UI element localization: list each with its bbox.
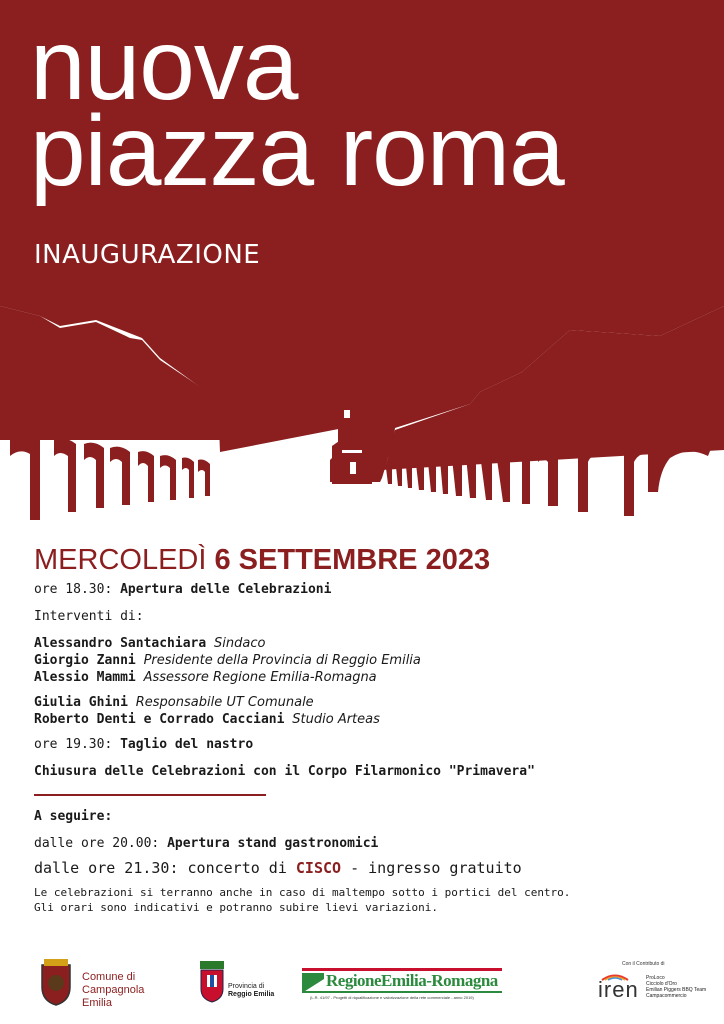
speaker-role: Sindaco [214, 636, 266, 651]
comune-label-2: Campagnola Emilia [82, 984, 145, 1009]
closing-label: Chiusura delle Celebrazioni con il Corpo Filarmonico "Primavera" [34, 764, 535, 779]
opening-time: ore 18.30: [34, 582, 113, 597]
closing-line [34, 763, 694, 780]
speaker-role: Assessore Regione Emilia-Romagna [143, 670, 377, 685]
ribbon-label: Taglio del nastro [120, 737, 254, 752]
regione-name: RegioneEmilia-Romagna [326, 971, 498, 990]
speaker-role: Responsabile UT Comunale [135, 695, 314, 710]
title-line-2: piazza roma [30, 95, 564, 207]
date-weekday: MERCOLEDÌ [34, 544, 207, 576]
speaker-name: Roberto Denti e Corrado Cacciani [34, 712, 285, 727]
iren-wordmark: iren [598, 977, 639, 1002]
speaker-name: Alessandro Santachiara [34, 636, 207, 651]
speaker-role: Presidente della Provincia di Reggio Emilia [143, 653, 421, 668]
provincia-crest-icon [198, 961, 226, 1003]
concert-suffix: - ingresso gratuito [350, 859, 522, 877]
speakers-group-1 [34, 635, 694, 686]
speaker-row [34, 711, 694, 728]
poster-subtitle: INAUGURAZIONE [34, 240, 261, 270]
notes [34, 885, 694, 915]
provincia-logo [198, 961, 278, 1007]
provincia-label-1: Provincia di [228, 983, 265, 990]
poster-title [30, 9, 564, 207]
speakers-heading: Interventi di: [34, 609, 144, 624]
speaker-row [34, 694, 694, 711]
regione-subtitle: (L.R. 41/97 - Progetti di riqualificazione e valorizzazione della rete commerciale - anno 2019) [310, 995, 474, 1000]
speaker-name: Giulia Ghini [34, 695, 128, 710]
comune-crest-icon [36, 959, 76, 1007]
following-heading [34, 808, 694, 825]
sponsor-list [646, 975, 706, 999]
event-date [34, 544, 694, 577]
sponsor-logos [0, 955, 724, 1015]
concert-artist: CISCO [295, 859, 342, 877]
food-line [34, 835, 694, 852]
speaker-row [34, 669, 694, 686]
speaker-name: Giorgio Zanni [34, 653, 136, 668]
opening-label: Apertura delle Celebrazioni [120, 582, 332, 597]
date-day: 6 SETTEMBRE 2023 [214, 544, 491, 576]
ribbon-time: ore 19.30: [34, 737, 113, 752]
sponsor-item: Campacommercio [646, 993, 687, 999]
speaker-row [34, 635, 694, 652]
comune-label-1: Comune di [82, 971, 136, 983]
concert-prefix: dalle ore 21.30: concerto di [34, 859, 287, 877]
sponsor-item: Cicciolo d'Oro [646, 981, 677, 987]
title-line-1: nuova [30, 9, 298, 121]
ribbon-line [34, 736, 694, 753]
following-heading-text: A seguire: [34, 809, 113, 824]
provincia-label-2: Reggio Emilia [228, 991, 275, 998]
sponsor-item: Emilian Piggers BBQ Team [646, 987, 707, 993]
event-details [34, 544, 694, 915]
sponsor-item: ProLoco [646, 975, 665, 981]
section-divider [34, 794, 266, 796]
regione-logo [302, 965, 502, 1009]
opening-line [34, 581, 694, 598]
food-time: dalle ore 20.00: [34, 836, 160, 851]
speaker-role: Studio Arteas [292, 712, 380, 727]
regione-flag-icon [302, 973, 324, 993]
left-arcade [10, 437, 210, 520]
food-label: Apertura stand gastronomici [167, 836, 379, 851]
note-schedule: Gli orari sono indicativi e potranno subire lievi variazioni. [34, 901, 438, 914]
note-weather: Le celebrazioni si terranno anche in caso di maltempo sotto i portici del centro. [34, 886, 571, 899]
contributors-logo [598, 961, 718, 1009]
comune-logo [36, 959, 176, 1009]
contrib-heading: Con il Contributo di [622, 961, 665, 967]
speaker-name: Alessio Mammi [34, 670, 136, 685]
speakers-group-2 [34, 694, 694, 728]
concert-line [34, 860, 694, 877]
speaker-row [34, 652, 694, 669]
